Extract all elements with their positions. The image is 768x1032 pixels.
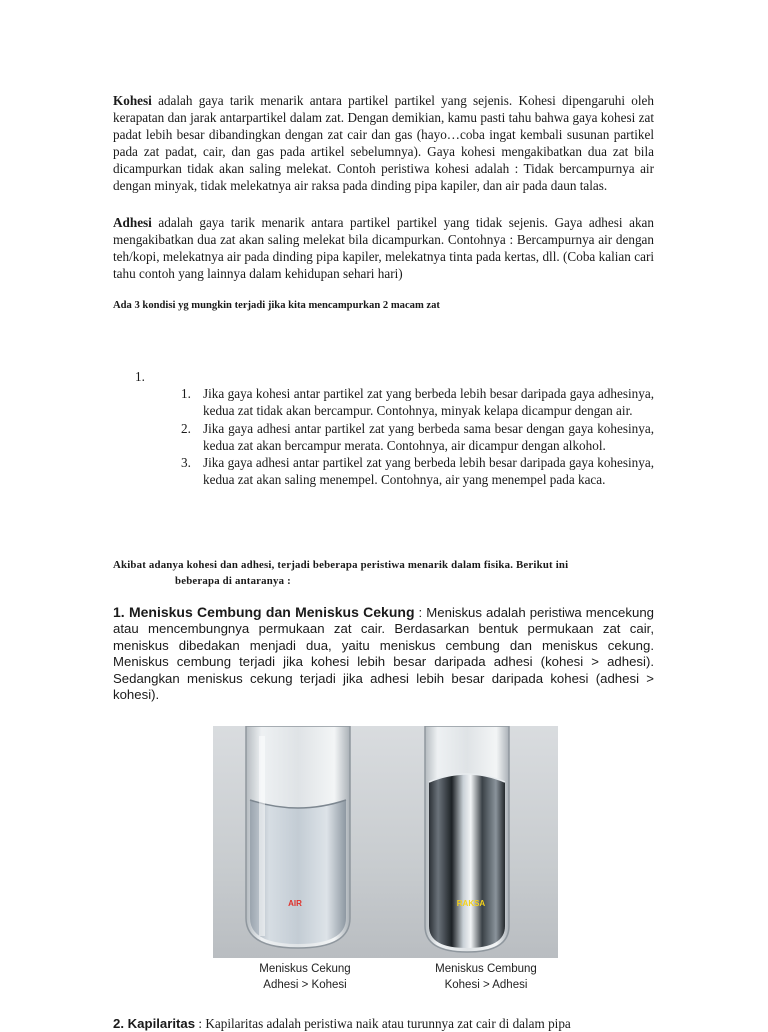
kohesi-text: adalah gaya tarik menarik antara partikel partikel yang sejenis. Kohesi dipengaruhi oleh kerapatan dan jarak antarpartikel dalam zat. Dengan demikian, kamu pasti tahu bahwa gaya kohesi zat padat lebih besar dibandingkan dengan zat cair dan gas (hayo…coba ingat kembali susunan partikel pada zat padat, cair, dan gas pada artikel sebelumnya). Gaya kohesi mengakibatkan dua zat bila dicampurkan tidak akan saling melekat. Contoh peristiwa kohesi adalah : Tidak bercampurnya air dengan minyak, tidak melekatnya air raksa pada dinding pipa kapiler, dan air pada daun talas. — [113, 93, 654, 193]
section1-title: 1. Meniskus Cembung dan Meniskus Cekung — [113, 604, 415, 620]
list-item: 3. Jika gaya adhesi antar partikel zat yang berbeda lebih besar daripada gaya kohesinya, kedua zat akan saling menempel. Contohnya, air yang menempel pada kaca. — [181, 455, 654, 488]
meniscus-illustration — [213, 726, 558, 958]
section2-text: : Kapilaritas adalah peristiwa naik atau turunnya zat cair di dalam pipa — [195, 1016, 571, 1031]
caption-cekung: Meniskus Cekung Adhesi > Kohesi — [259, 963, 351, 991]
section2-title: 2. Kapilaritas — [113, 1016, 196, 1031]
paragraph-adhesi — [113, 214, 654, 282]
air-label: AIR — [288, 899, 302, 908]
paragraph-kohesi — [113, 92, 654, 194]
conditions-list — [181, 385, 654, 489]
caption-cembung: Meniskus Cembung Kohesi > Adhesi — [435, 963, 537, 991]
akibat-line2: beberapa di antaranya : — [175, 575, 291, 587]
adhesi-text: adalah gaya tarik menarik antara partikel partikel yang tidak sejenis. Gaya adhesi akan mengakibatkan dua zat akan saling melekat bila dicampurkan. Contohnya : Bercampurnya air dengan teh/kopi, melekatnya air pada dinding pipa kapiler, melekatnya tinta pada kertas, dll. (Coba kalian cari tahu contoh yang lainnya dalam kehidupan sehari hari) — [113, 215, 654, 281]
akibat-line1: Akibat adanya kohesi dan adhesi, terjadi beberapa peristiwa menarik dalam fisika. Berikut ini — [113, 559, 569, 571]
mercury-liquid — [429, 774, 505, 948]
meniscus-photo — [213, 726, 558, 958]
akibat-heading — [113, 557, 654, 589]
list-item: 2. Jika gaya adhesi antar partikel zat yang berbeda sama besar dengan gaya kohesinya, kedua zat akan bercampur merata. Contohnya, air dicampur dengan alkohol. — [181, 420, 654, 453]
section-kapilaritas — [113, 1016, 654, 1032]
section-meniskus — [113, 604, 654, 703]
list-item: 1. Jika gaya kohesi antar partikel zat yang berbeda lebih besar daripada gaya adhesinya, kedua zat tidak akan bercampur. Contohnya, minyak kelapa dicampur dengan air. — [181, 386, 654, 419]
outer-list-number: 1. — [135, 369, 145, 384]
term-adhesi: Adhesi — [113, 215, 152, 230]
term-kohesi: Kohesi — [113, 93, 152, 108]
raksa-label: RAKSA — [456, 899, 486, 908]
section1-text: : Meniskus adalah peristiwa mencekung atau mencembungnya permukaan zat cair. Berdasarkan bentuk permukaan zat cair, meniskus dibedakan menjadi dua, yaitu meniskus cembung dan meniskus cekung. Meniskus cembung terjadi jika kohesi lebih besar daripada adhesi (kohesi > adhesi). Sedangkan meniskus cekung terjadi jika adhesi lebih besar daripada kohesi (adhesi > kohesi). — [113, 605, 654, 703]
conditions-heading: Ada 3 kondisi yg mungkin terjadi jika kita mencampurkan 2 macam zat — [113, 300, 440, 311]
document-body — [113, 92, 654, 313]
